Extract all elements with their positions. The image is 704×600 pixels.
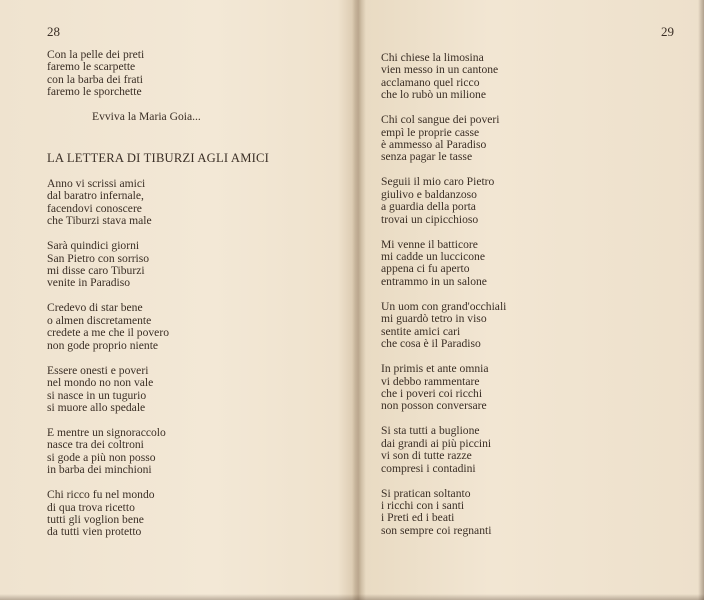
verse-line: si muore allo spedale (47, 400, 146, 414)
verse-line: nel mondo no non vale (47, 376, 154, 390)
stanza (381, 301, 681, 351)
verse-line: senza pagar le tasse (381, 150, 473, 164)
verse-line: San Pietro con sorriso (47, 251, 150, 265)
verse-line: nasce tra dei coltroni (47, 438, 144, 452)
verse-line: tutti gli voglion bene (47, 512, 144, 526)
verse-line: che Tiburzi stava male (47, 214, 152, 228)
verse-line: si nasce in un tugurio (47, 388, 147, 402)
verse-line: Con la pelle dei preti (47, 48, 145, 61)
verse-line: o almen discretamente (47, 313, 152, 327)
verse-line: Sarà quindici giorni (47, 239, 140, 253)
verse-line: appena ci fu aperto (381, 262, 470, 276)
verse-line: In primis et ante omnia (381, 362, 489, 376)
stanza (381, 176, 681, 226)
verse-line: Chi col sangue dei poveri (381, 113, 500, 127)
book-gutter (352, 0, 366, 600)
verse-line: di qua trova ricetto (47, 500, 135, 514)
opening-stanza (47, 49, 337, 99)
verse-line: entrammo in un salone (381, 274, 487, 288)
verse-line: compresi i contadini (381, 461, 476, 475)
verse-line: giulivo e baldanzoso (381, 187, 477, 201)
verse-line: Chi chiese la limosina (381, 51, 484, 64)
refrain-line: Evviva la Maria Goia... (92, 110, 201, 124)
verse-line: che lo rubò un milione (381, 88, 486, 102)
stanza (47, 427, 337, 477)
verse-line: Mi venne il batticore (381, 237, 478, 251)
verse-line: con la barba dei frati (47, 72, 143, 86)
verse-line: che cosa è il Paradiso (381, 337, 481, 351)
verse-line: faremo le sporchette (47, 85, 142, 99)
stanza (47, 240, 337, 290)
stanza (47, 302, 337, 352)
verse-line: vien messo in un cantone (381, 63, 499, 77)
verse-line: acclamano quel ricco (381, 75, 480, 89)
verse-line: trovai un cipicchioso (381, 212, 479, 226)
verse-line: faremo le scarpette (47, 60, 136, 74)
verse-line: Essere onesti e poveri (47, 363, 149, 377)
verse-line: E mentre un signoraccolo (47, 425, 166, 439)
poem-title: LA LETTERA DI TIBURZI AGLI AMICI (47, 150, 269, 165)
verse-line: Si sta tutti a buglione (381, 424, 480, 438)
verse-line: mi disse caro Tiburzi (47, 264, 145, 278)
verse-line: facendovi conoscere (47, 201, 142, 215)
verse-line: venite in Paradiso (47, 276, 131, 290)
stanza (381, 52, 681, 102)
stanza (381, 114, 681, 164)
left-page-text (47, 49, 337, 551)
verse-line: Chi ricco fu nel mondo (47, 488, 155, 502)
verse-line: Un uom con grand'occhiali (381, 299, 507, 313)
verse-line: mi guardò tetro in viso (381, 312, 487, 326)
verse-line: vi son di tutte razze (381, 449, 472, 463)
verse-line: è ammesso al Paradiso (381, 138, 487, 152)
page-number-left: 28 (47, 24, 60, 39)
verse-line: Si pratican soltanto (381, 486, 471, 500)
stanza (381, 363, 681, 413)
verse-line: vi debbo rammentare (381, 374, 480, 388)
verse-line: non gode proprio niente (47, 338, 159, 352)
verse-line: credete a me che il povero (47, 326, 169, 340)
stanza (381, 488, 681, 538)
right-page-text (381, 52, 681, 550)
verse-line: i ricchi con i santi (381, 498, 465, 512)
page-number-right: 29 (661, 24, 674, 39)
verse-line: son sempre coi regnanti (381, 523, 492, 537)
stanza (47, 365, 337, 415)
stanza (381, 239, 681, 289)
verse-line: sentite amici cari (381, 324, 461, 338)
verse-line: a guardia della porta (381, 200, 476, 214)
verse-line: da tutti vien protetto (47, 525, 142, 539)
stanza (381, 425, 681, 475)
verse-line: si gode a più non posso (47, 450, 156, 464)
verse-line: in barba dei minchioni (47, 463, 152, 477)
verse-line: dai grandi ai più piccini (381, 436, 492, 450)
stanza (47, 178, 337, 228)
verse-line: non posson conversare (381, 399, 487, 413)
verse-line: mi cadde un luccicone (381, 250, 485, 264)
verse-line: Seguii il mio caro Pietro (381, 175, 495, 189)
verse-line: i Preti ed i beati (381, 511, 455, 525)
stanza (47, 489, 337, 539)
verse-line: che i poveri coi ricchi (381, 386, 483, 400)
verse-line: empì le proprie casse (381, 125, 480, 139)
verse-line: Anno vi scrissi amici (47, 177, 146, 191)
verse-line: dal baratro infernale, (47, 189, 144, 203)
verse-line: Credevo di star bene (47, 301, 143, 315)
right-page (366, 0, 704, 600)
